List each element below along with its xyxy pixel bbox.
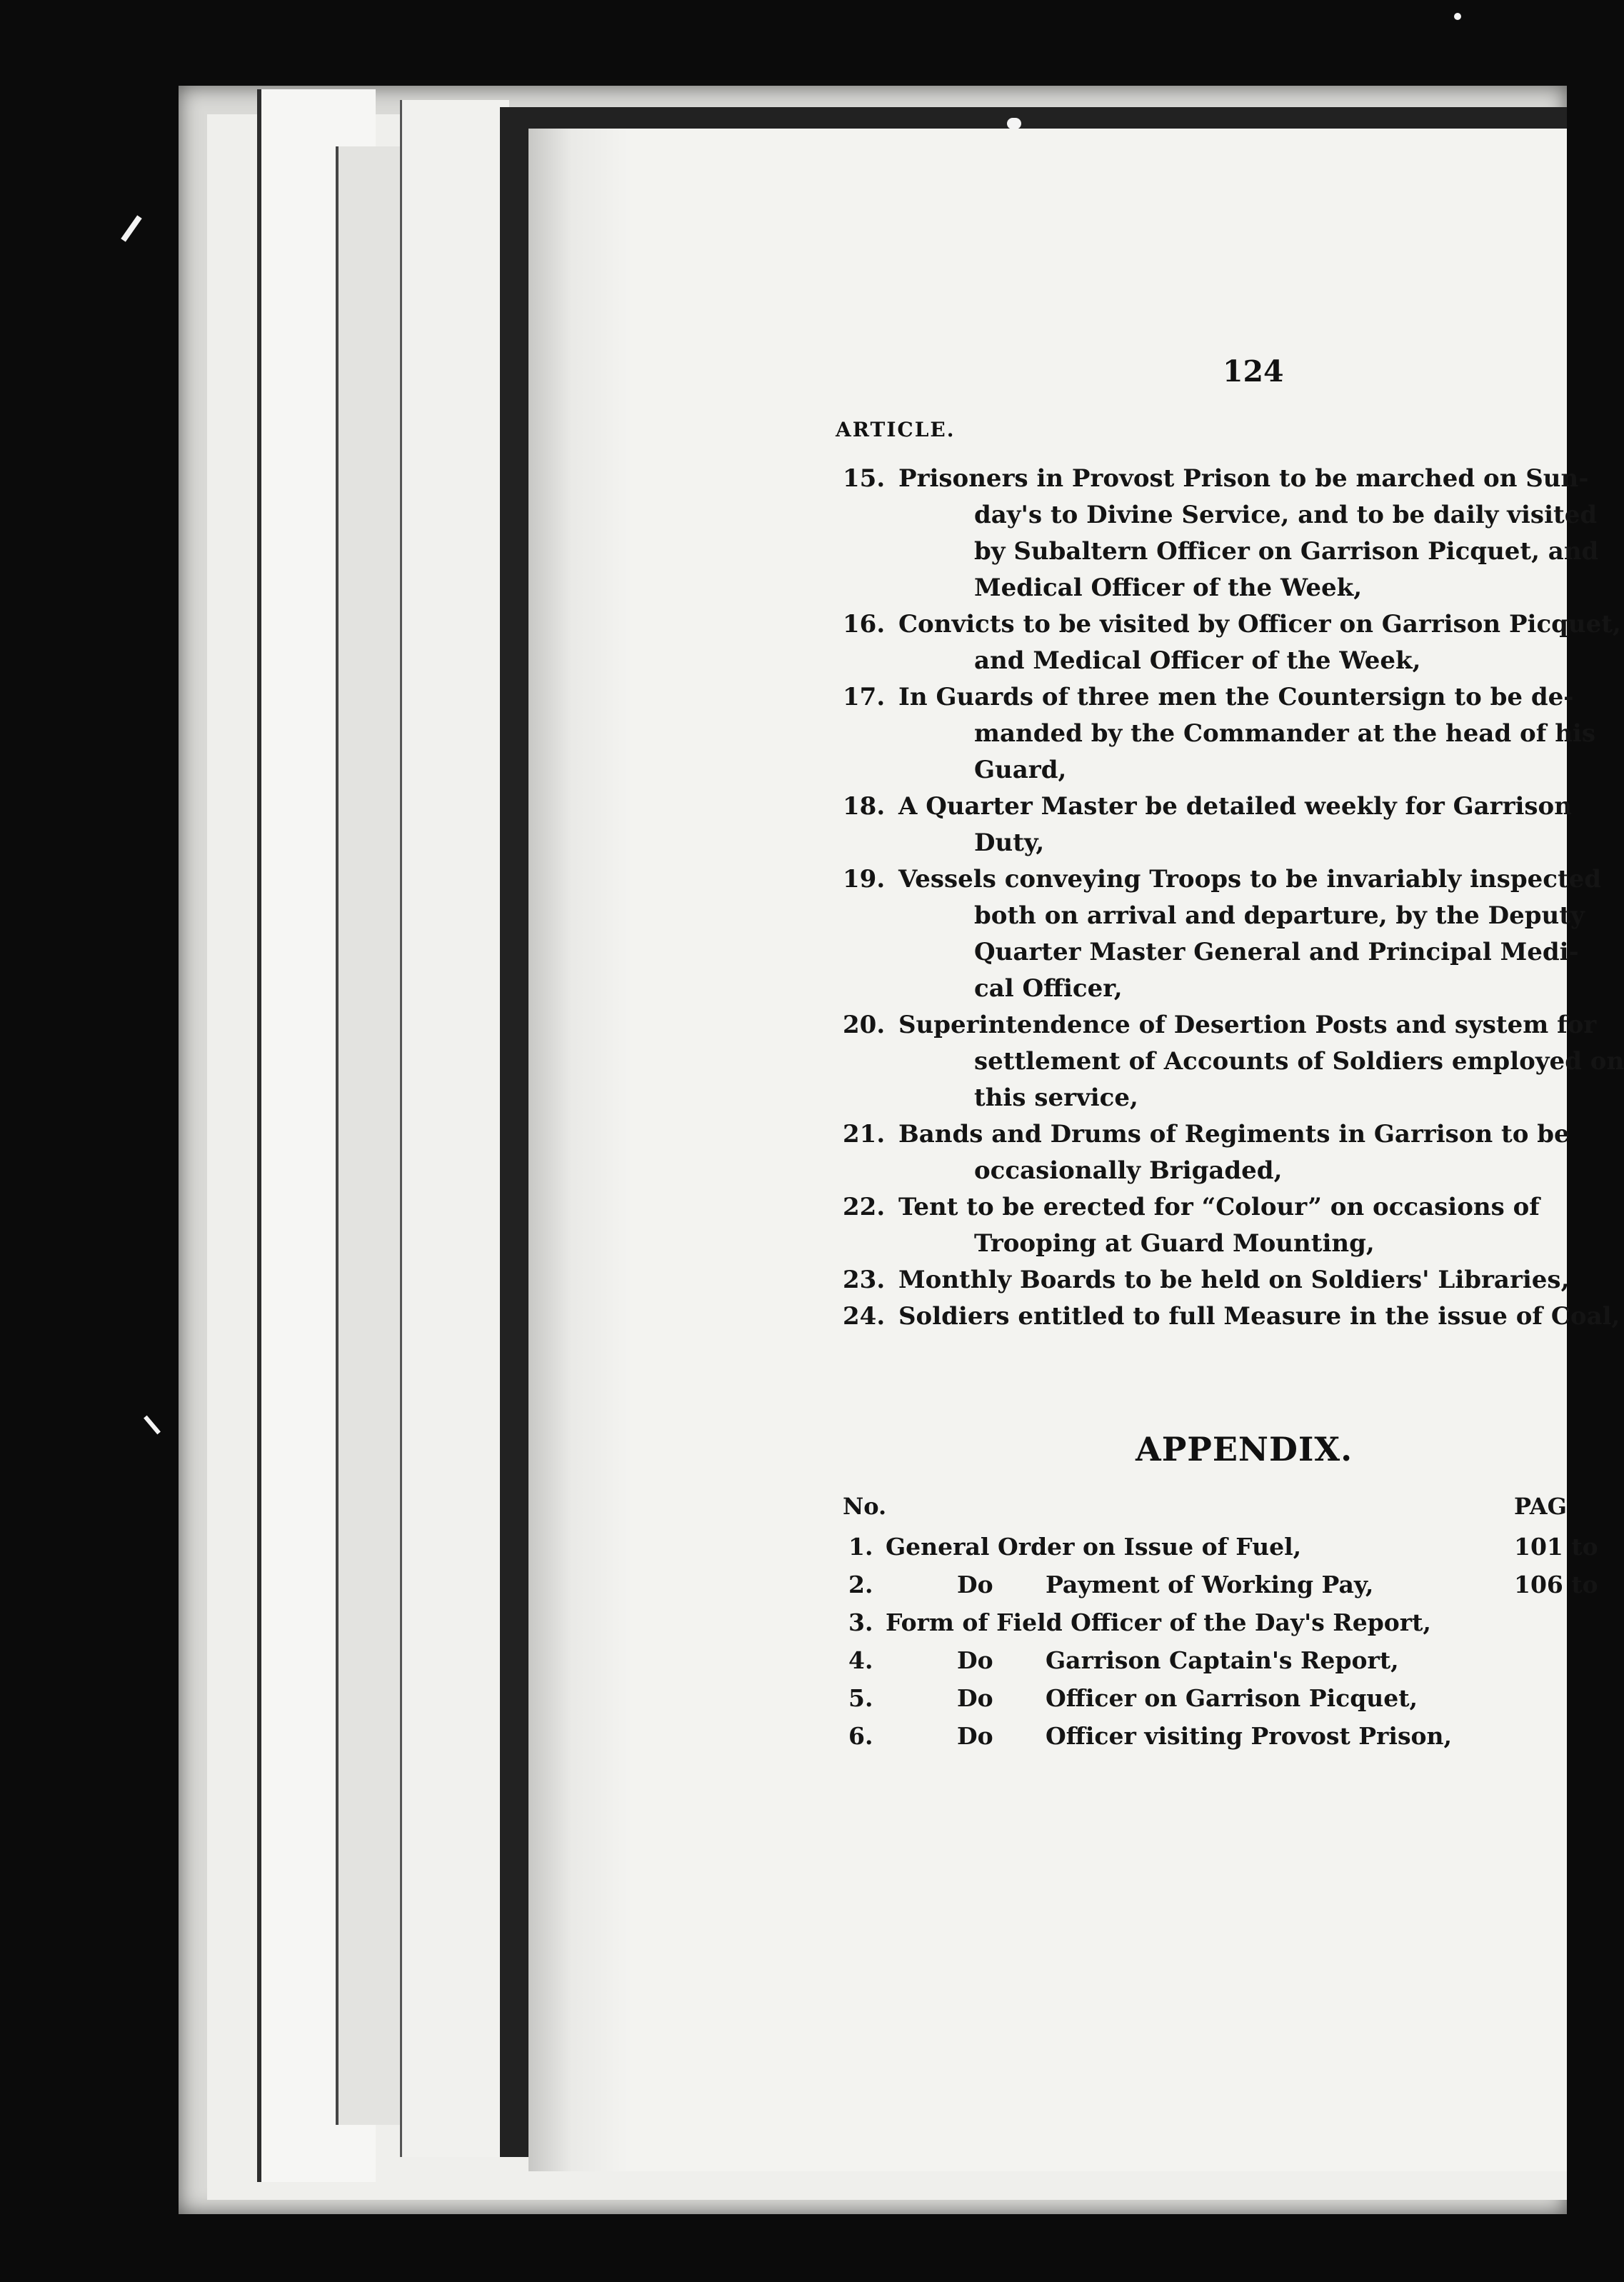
- article-text: [898, 1262, 1570, 1298]
- appendix-row: [843, 1571, 1598, 1608]
- article-line: both on arrival and departure, by the Deputy: [974, 901, 1585, 930]
- appendix-title: APPENDIX.: [1136, 1430, 1353, 1468]
- appendix-header: [843, 1493, 1567, 1533]
- article-heading: ARTICLE.: [836, 418, 956, 441]
- appendix-row-title: Payment of Working Pay,: [1046, 1571, 1374, 1598]
- appendix-row: [843, 1608, 1567, 1646]
- article-line: this service,: [974, 1084, 1138, 1112]
- article-text: [898, 1189, 1567, 1262]
- article-line: and Medical Officer of the Week,: [974, 646, 1421, 675]
- article-line: Medical Officer of the Week,: [974, 574, 1363, 602]
- appendix-row-number: 3.: [848, 1608, 873, 1636]
- article-number: 17.: [843, 683, 886, 711]
- article-number: 22.: [843, 1193, 886, 1221]
- appendix-row-title: Officer on Garrison Picquet,: [1046, 1684, 1418, 1712]
- article-item: [836, 1262, 1570, 1298]
- article-number: 18.: [843, 792, 886, 821]
- film-speck: [1007, 118, 1021, 129]
- article-line: cal Officer,: [974, 974, 1123, 1003]
- article-line: Tent to be erected for “Colour” on occasions of: [898, 1193, 1540, 1221]
- article-item: [836, 1007, 1624, 1116]
- article-line: settlement of Accounts of Soldiers employed on: [974, 1047, 1624, 1076]
- article-line: Bands and Drums of Regiments in Garrison to be: [898, 1120, 1570, 1148]
- article-line: Prisoners in Provost Prison to be marched on Sun-: [898, 464, 1589, 493]
- appendix-row-description: Form of Field Officer of the Day's Report,: [886, 1608, 1431, 1636]
- appendix-row-number: 5.: [848, 1684, 873, 1712]
- article-line: Quarter Master General and Principal Medi-: [974, 938, 1579, 966]
- article-item: [836, 1116, 1570, 1189]
- article-number: 24.: [843, 1302, 886, 1331]
- article-line: Vessels conveying Troops to be invariably inspected: [898, 865, 1602, 894]
- appendix-row-number: 4.: [848, 1646, 873, 1674]
- article-text: [898, 1298, 1620, 1335]
- appendix-col-no: No.: [843, 1493, 887, 1520]
- article-text: [898, 606, 1621, 679]
- article-list: [836, 461, 1624, 1335]
- appendix-row-number: 6.: [848, 1722, 873, 1750]
- appendix-row-title: Officer visiting Provost Prison,: [1046, 1722, 1453, 1750]
- article-line: In Guards of three men the Countersign to be de-: [898, 683, 1574, 711]
- article-item: [836, 861, 1602, 1007]
- article-number: 21.: [843, 1120, 886, 1148]
- article-item: [836, 679, 1595, 789]
- film-speck: [121, 215, 141, 241]
- article-line: Guard,: [974, 756, 1067, 784]
- film-speck: [1454, 13, 1461, 20]
- article-text: [898, 679, 1595, 789]
- page-number: 124: [1223, 354, 1284, 389]
- article-item: [836, 1189, 1567, 1262]
- film-speck: [144, 1416, 161, 1435]
- appendix-rows: [843, 1533, 1598, 1760]
- article-line: Superintendence of Desertion Posts and system for: [898, 1011, 1597, 1039]
- article-line: day's to Divine Service, and to be daily visited: [974, 501, 1598, 529]
- appendix-table: [843, 1493, 1598, 1760]
- article-line: Convicts to be visited by Officer on Garrison Picquet,: [898, 610, 1621, 639]
- article-number: 16.: [843, 610, 886, 639]
- article-number: 23.: [843, 1266, 886, 1294]
- article-line: manded by the Commander at the head of his: [974, 719, 1595, 748]
- appendix-row-ditto: Do: [957, 1684, 993, 1712]
- article-line: Monthly Boards to be held on Soldiers' Libraries,: [898, 1266, 1570, 1294]
- article-item: [836, 1298, 1620, 1335]
- article-text: [898, 1116, 1570, 1189]
- appendix-row-title: Garrison Captain's Report,: [1046, 1646, 1399, 1674]
- appendix-row-ditto: Do: [957, 1646, 993, 1674]
- appendix-col-page: PAG: [1514, 1493, 1567, 1520]
- article-text: [898, 861, 1602, 1007]
- appendix-row-number: 1.: [848, 1533, 873, 1561]
- article-line: Soldiers entitled to full Measure in the issue of Coal,: [898, 1302, 1620, 1331]
- article-item: [836, 789, 1572, 861]
- appendix-row-ditto: Do: [957, 1722, 993, 1750]
- article-line: occasionally Brigaded,: [974, 1156, 1283, 1185]
- appendix-row-ditto: Do: [957, 1571, 993, 1598]
- appendix-row: [843, 1684, 1567, 1722]
- article-text: [898, 789, 1572, 861]
- appendix-row-pages: 106 to: [1514, 1571, 1598, 1598]
- article-item: [836, 461, 1599, 606]
- appendix-row: [843, 1533, 1598, 1571]
- article-line: by Subaltern Officer on Garrison Picquet, and: [974, 537, 1599, 566]
- article-number: 15.: [843, 464, 886, 493]
- article-number: 20.: [843, 1011, 886, 1039]
- appendix-row: [843, 1722, 1567, 1760]
- article-text: [898, 1007, 1624, 1116]
- page-edge-3: [400, 100, 509, 2157]
- appendix-row-pages: 101 to: [1514, 1533, 1598, 1561]
- article-line: Duty,: [974, 829, 1045, 857]
- appendix-row-number: 2.: [848, 1571, 873, 1598]
- article-line: A Quarter Master be detailed weekly for Garrison: [898, 792, 1572, 821]
- article-text: [898, 461, 1599, 606]
- appendix-row: [843, 1646, 1567, 1684]
- article-item: [836, 606, 1621, 679]
- appendix-row-description: General Order on Issue of Fuel,: [886, 1533, 1302, 1561]
- article-line: Trooping at Guard Mounting,: [974, 1229, 1375, 1258]
- article-number: 19.: [843, 865, 886, 894]
